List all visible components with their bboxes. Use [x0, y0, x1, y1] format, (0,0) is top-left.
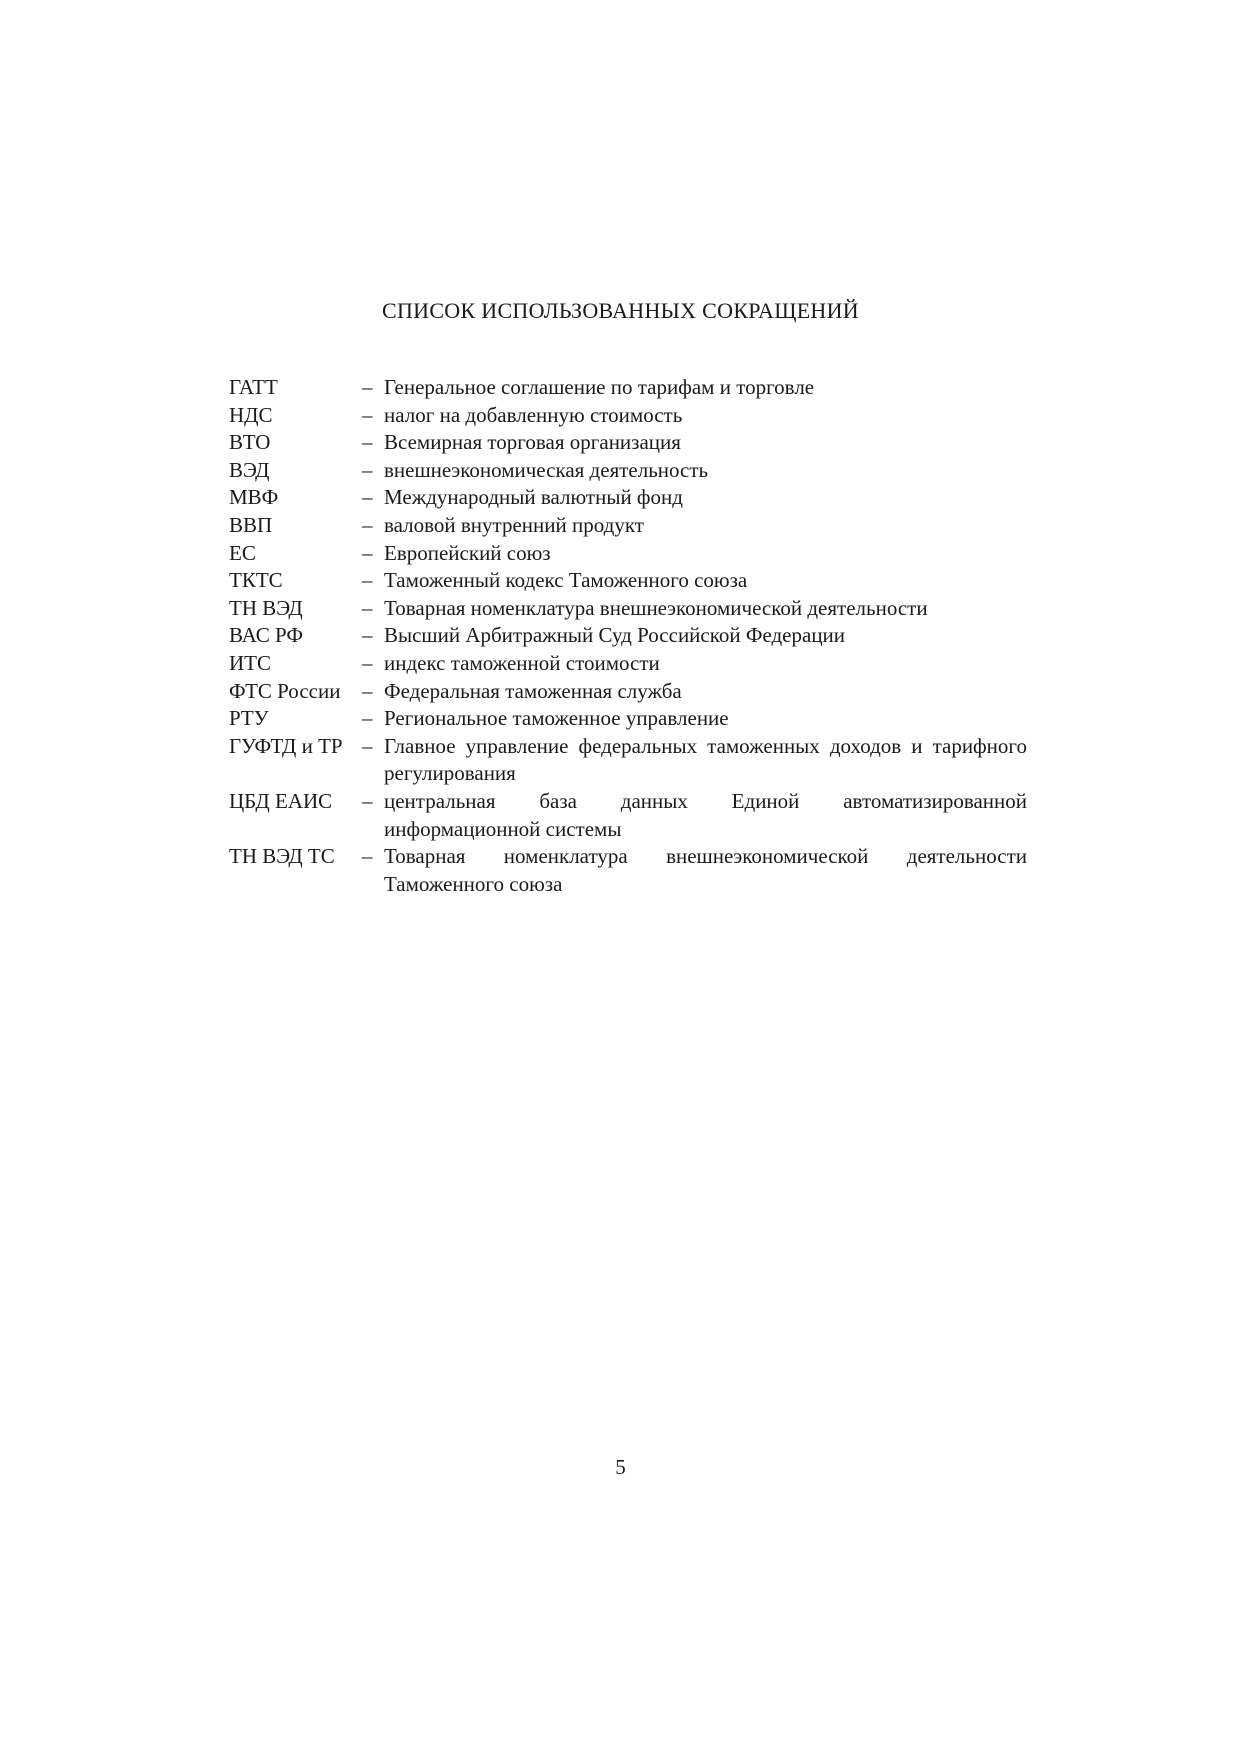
page-number: 5	[615, 1455, 626, 1479]
dash-separator: –	[362, 485, 373, 510]
list-item	[229, 429, 1029, 457]
abbreviation-definition: внешнеэкономическая деятельность	[384, 457, 709, 482]
abbreviation-definition: Федеральная таможенная служба	[384, 678, 682, 703]
abbreviation-definition: Всемирная торговая организация	[384, 430, 681, 455]
abbreviation-definition: Главное управление федеральных таможенных доходов и тарифного регулирования	[384, 733, 1027, 786]
abbreviation-definition: индекс таможенной стоимости	[384, 650, 660, 675]
list-item	[229, 374, 1029, 402]
abbreviation-term: ЕС	[229, 540, 256, 565]
dash-separator: –	[362, 623, 373, 648]
abbreviation-definition: центральная база данных Единой автоматизированной информационной системы	[384, 788, 1027, 841]
list-item	[229, 540, 1029, 568]
dash-separator: –	[362, 678, 373, 703]
abbreviation-term: МВФ	[229, 485, 279, 510]
dash-separator: –	[362, 375, 373, 399]
abbreviation-definition: Товарная номенклатура внешнеэкономической деятельности	[384, 595, 928, 620]
page-title: СПИСОК ИСПОЛЬЗОВАННЫХ СОКРАЩЕНИЙ	[381, 298, 859, 323]
list-item	[229, 622, 1029, 650]
list-item	[229, 457, 1029, 485]
list-item	[229, 484, 1029, 512]
abbreviation-definition: Товарная номенклатура внешнеэкономической деятельности Таможенного союза	[384, 844, 1027, 896]
abbreviation-definition: Европейский союз	[384, 540, 551, 565]
abbreviation-term: ФТС России	[229, 678, 341, 703]
abbreviation-list	[229, 374, 1029, 898]
abbreviation-term: РТУ	[229, 706, 269, 731]
dash-separator: –	[362, 844, 373, 869]
abbreviation-term: ВТО	[229, 430, 271, 455]
dash-separator: –	[362, 430, 373, 455]
abbreviation-definition: Таможенный кодекс Таможенного союза	[384, 568, 748, 593]
abbreviation-term: ГАТТ	[229, 375, 278, 399]
abbreviation-definition: налог на добавленную стоимость	[384, 402, 683, 427]
abbreviation-term: ТН ВЭД	[229, 595, 303, 620]
dash-separator: –	[362, 512, 373, 537]
list-item	[229, 512, 1029, 540]
dash-separator: –	[362, 568, 373, 593]
abbreviation-definition: валовой внутренний продукт	[384, 512, 644, 537]
dash-separator: –	[362, 706, 373, 731]
abbreviation-term: ТКТС	[229, 568, 283, 593]
list-item	[229, 567, 1029, 595]
dash-separator: –	[362, 650, 373, 675]
dash-separator: –	[362, 733, 373, 758]
abbreviation-term: ТН ВЭД ТС	[229, 844, 335, 869]
abbreviation-definition: Генеральное соглашение по тарифам и торговле	[384, 375, 815, 399]
abbreviation-term: ГУФТД и ТР	[229, 733, 343, 758]
dash-separator: –	[362, 457, 373, 482]
abbreviation-term: ИТС	[229, 650, 271, 675]
abbreviation-term: НДС	[229, 402, 273, 427]
abbreviation-definition: Международный валютный фонд	[384, 485, 683, 510]
dash-separator: –	[362, 540, 373, 565]
list-item	[229, 595, 1029, 623]
dash-separator: –	[362, 788, 373, 813]
list-item	[229, 733, 1029, 788]
list-item	[229, 705, 1029, 733]
list-item	[229, 788, 1029, 843]
list-item	[229, 678, 1029, 706]
abbreviation-term: ВВП	[229, 512, 273, 537]
abbreviation-term: ВАС РФ	[229, 623, 303, 648]
list-item	[229, 650, 1029, 678]
abbreviation-definition: Высший Арбитражный Суд Российской Федерации	[384, 623, 846, 648]
list-item	[229, 402, 1029, 430]
abbreviation-term: ЦБД ЕАИС	[229, 788, 333, 813]
dash-separator: –	[362, 595, 373, 620]
abbreviation-definition: Региональное таможенное управление	[384, 706, 729, 731]
list-item	[229, 843, 1029, 898]
dash-separator: –	[362, 402, 373, 427]
abbreviation-term: ВЭД	[229, 457, 270, 482]
